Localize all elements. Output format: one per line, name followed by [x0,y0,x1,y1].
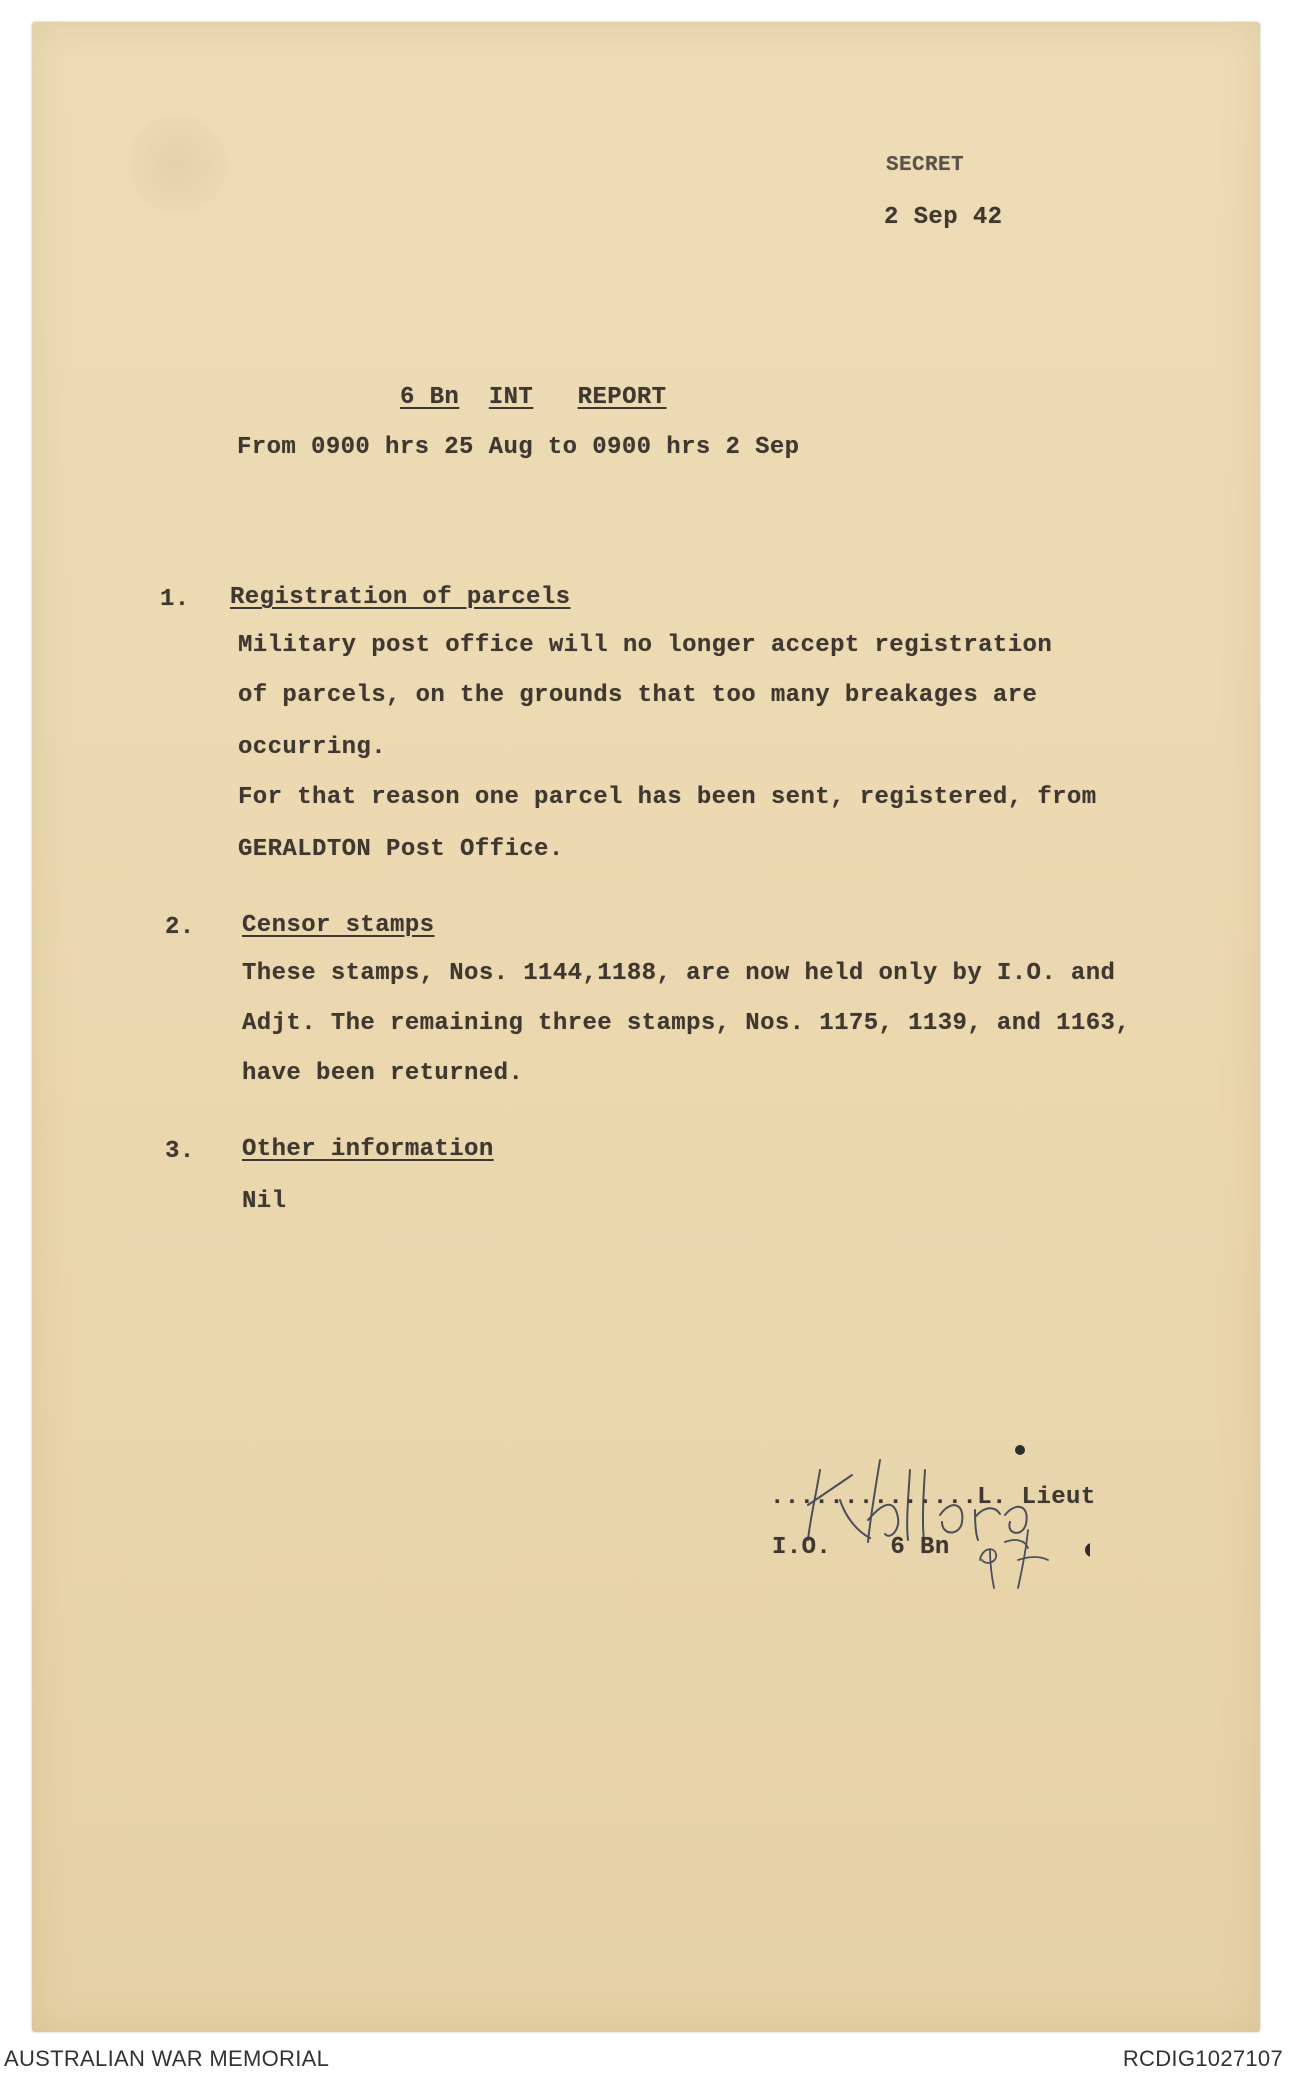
section-text-line: GERALDTON Post Office. [238,836,564,863]
section-number: 2. [165,914,195,941]
section-text-line: Adjt. The remaining three stamps, Nos. 1175, 1139, and 1163, [242,1010,1131,1037]
footer-archive-name: AUSTRALIAN WAR MEMORIAL [4,2046,330,2071]
classification-label: SECRET [886,154,965,177]
signature-dots-line: ..............L. Lieut [770,1484,1096,1511]
section-text-line: Nil [242,1188,287,1215]
signature-designation: I.O. 6 Bn [772,1534,950,1561]
punch-hole-mark [128,114,228,214]
title-report: REPORT [577,384,667,411]
section-number: 3. [165,1138,195,1165]
title-int: INT [488,384,534,411]
report-period: From 0900 hrs 25 Aug to 0900 hrs 2 Sep [237,434,800,461]
report-title [400,384,667,411]
section-text-line: have been returned. [242,1060,524,1087]
title-unit: 6 Bn [400,384,460,411]
section-number: 1. [160,586,190,613]
section-text-line: of parcels, on the grounds that too many breakages are [238,682,1038,709]
footer-record-id: RCDIG1027107 [1122,2046,1283,2071]
section-heading: Other information [242,1136,494,1163]
document-date: 2 Sep 42 [884,204,1003,231]
section-text-line: occurring. [238,734,387,761]
section-text-line: These stamps, Nos. 1144,1188, are now held only by I.O. and [242,960,1116,987]
section-text-line: For that reason one parcel has been sent, registered, from [238,784,1097,811]
section-heading: Censor stamps [242,912,435,939]
section-text-line: Military post office will no longer accept registration [238,632,1053,659]
section-heading: Registration of parcels [230,584,571,611]
